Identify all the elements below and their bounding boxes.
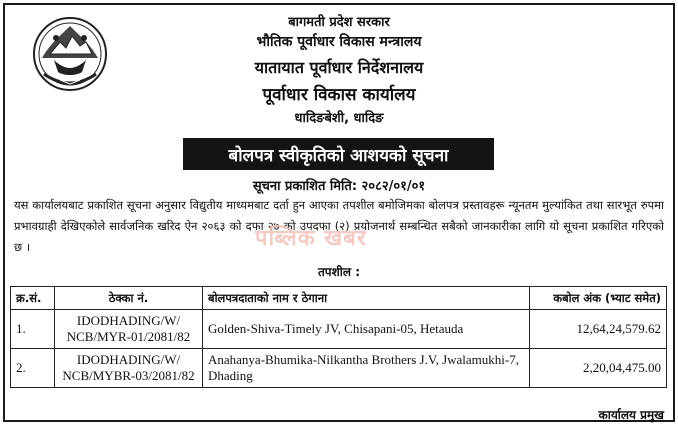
directorate-heading: यातायात पूर्वाधार निर्देशनालय bbox=[254, 58, 424, 77]
header-serial: क्र.सं. bbox=[11, 287, 55, 310]
header-amount: कबोल अंक (भ्याट समेत) bbox=[530, 287, 667, 310]
watermark-text: पब्लिक खबर bbox=[255, 226, 367, 251]
office-heading: पूर्वाधार विकास कार्यालय bbox=[262, 85, 416, 105]
row-contract-no: IDODHADING/W/ NCB/MYR-01/2081/82 bbox=[55, 310, 203, 349]
row-bidder: Anahanya-Bhumika-Nilkantha Brothers J.V, Jwalamukhi-7, Dhading bbox=[203, 349, 530, 388]
office-chief-signature: कार्यालय प्रमुख bbox=[598, 408, 664, 422]
row-serial: 1. bbox=[11, 310, 55, 349]
header-contract-no: ठेक्का नं. bbox=[55, 287, 203, 310]
row-serial: 2. bbox=[11, 349, 55, 388]
table-header-row bbox=[11, 287, 667, 310]
bid-details-table bbox=[10, 286, 667, 388]
details-caption: तपशील : bbox=[317, 265, 361, 279]
ministry-heading: भौतिक पूर्वाधार विकास मन्त्रालय bbox=[256, 34, 422, 50]
table-row bbox=[11, 349, 667, 388]
row-bidder: Golden-Shiva-Timely JV, Chisapani-05, Hetauda bbox=[203, 310, 530, 349]
table-row bbox=[11, 310, 667, 349]
row-contract-no: IDODHADING/W/ NCB/MYBR-03/2081/82 bbox=[55, 349, 203, 388]
province-government-heading: बागमती प्रदेश सरकार bbox=[288, 15, 390, 30]
office-address: धादिङबेशी, धादिङ bbox=[294, 111, 384, 126]
row-amount: 2,20,04,475.00 bbox=[530, 349, 667, 388]
row-amount: 12,64,24,579.62 bbox=[530, 310, 667, 349]
notice-body: यस कार्यालयबाट प्रकाशित सूचना अनुसार विद्युतीय माध्यमबाट दर्ता हुन आएका तपशील बमोजिमका बोलपत्र प्रस्तावहरू न्यूनतम मुल्यांकित तथा सारभूत रुपमा प्रभावग्राही देखिएकोले सार्वजनिक खरिद ऐन २०६३ को दफा २७ को उपदफा (२) प्रयोजनार्थ सम्बन्धित सबैको जानकारीका लागि यो सूचना प्रकाशित गरिएको छ । bbox=[14, 198, 664, 254]
header-bidder: बोलपत्रदाताको नाम र ठेगाना bbox=[203, 287, 530, 310]
published-date: सूचना प्रकाशित मिति: २०८२/०१/०१ bbox=[252, 179, 426, 194]
notice-title-banner: बोलपत्र स्वीकृतिको आशयको सूचना bbox=[183, 138, 494, 170]
